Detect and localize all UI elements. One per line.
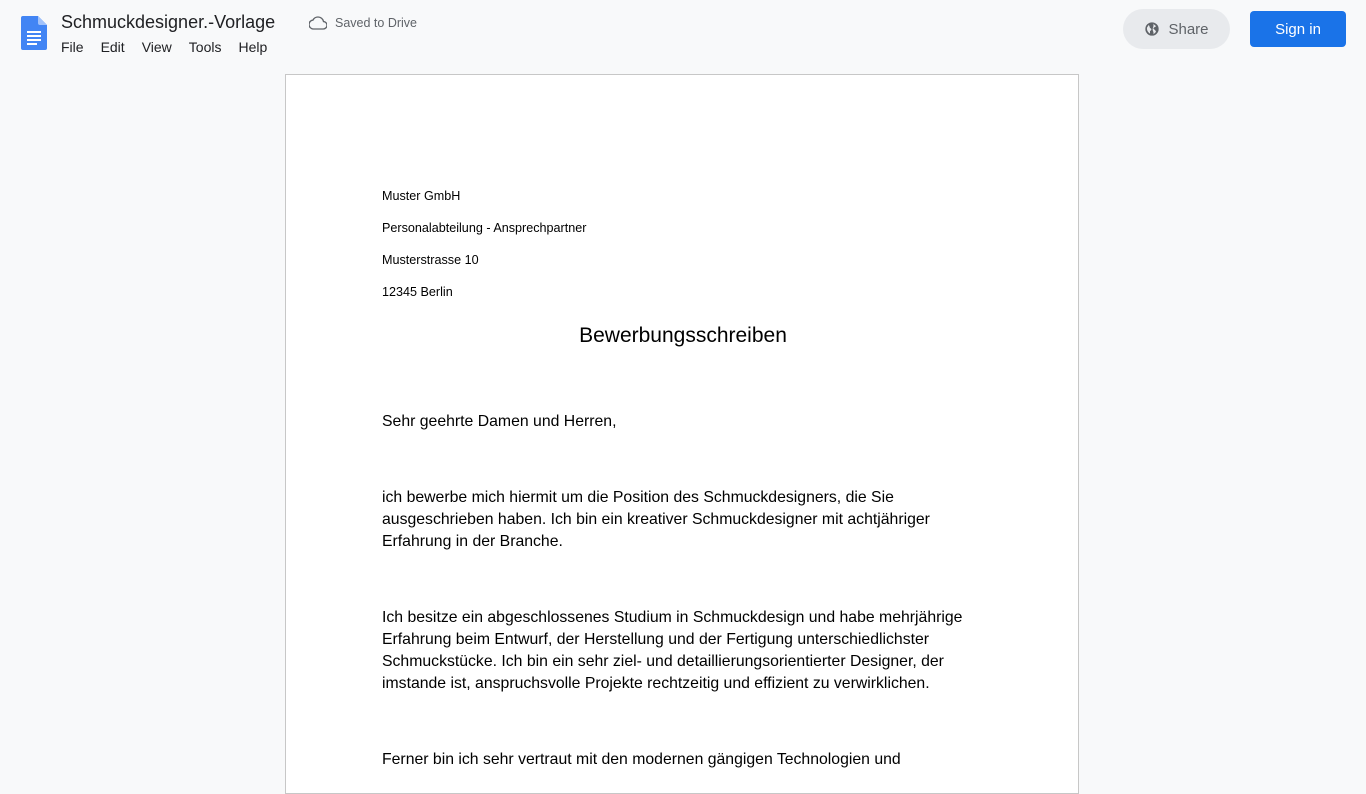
document-page[interactable]: [285, 74, 1079, 794]
salutation: Sehr geehrte Damen und Herren,: [382, 413, 617, 430]
sign-in-button[interactable]: Sign in: [1250, 11, 1346, 47]
paragraph-1: ich bewerbe mich hiermit um die Position des Schmuckdesigners, die Sie ausgeschrieben haben. Ich bin ein kreativer Schmuckdesigner mit achtjähriger Erfahrung in der Branche.: [382, 489, 930, 550]
menu-view[interactable]: View: [141, 39, 172, 55]
top-bar: [0, 0, 1366, 64]
cloud-done-icon: [309, 16, 327, 30]
save-status-label: Saved to Drive: [335, 16, 417, 30]
globe-icon: [1144, 21, 1160, 37]
menu-bar: [54, 36, 277, 58]
paragraph-3: Ferner bin ich sehr vertraut mit den modernen gängigen Technologien und: [382, 751, 901, 768]
address-company: Muster GmbH: [382, 189, 461, 203]
save-status[interactable]: [309, 13, 417, 33]
paragraph-2: Ich besitze ein abgeschlossenes Studium in Schmuckdesign und habe mehrjährige Erfahrung beim Entwurf, der Herstellung und der Fertigung unterschiedlichster Schmuckstücke. Ich bin ein sehr ziel- und detaillierungsorientierter Designer, der imstande ist, anspruchsvolle Projekte rechtzeitig und effizient zu verwirklichen.: [382, 609, 963, 692]
menu-tools[interactable]: Tools: [188, 39, 222, 55]
address-city: 12345 Berlin: [382, 285, 453, 299]
menu-help[interactable]: Help: [238, 39, 268, 55]
address-street: Musterstrasse 10: [382, 253, 479, 267]
share-button[interactable]: [1123, 9, 1230, 49]
address-department: Personalabteilung - Ansprechpartner: [382, 221, 587, 235]
menu-edit[interactable]: Edit: [100, 39, 125, 55]
menu-file[interactable]: File: [61, 39, 84, 55]
docs-logo-icon[interactable]: [21, 16, 47, 50]
share-label: Share: [1168, 20, 1209, 38]
document-title[interactable]: Schmuckdesigner.-Vorlage: [61, 12, 276, 32]
document-heading: Bewerbungsschreiben: [579, 324, 787, 347]
